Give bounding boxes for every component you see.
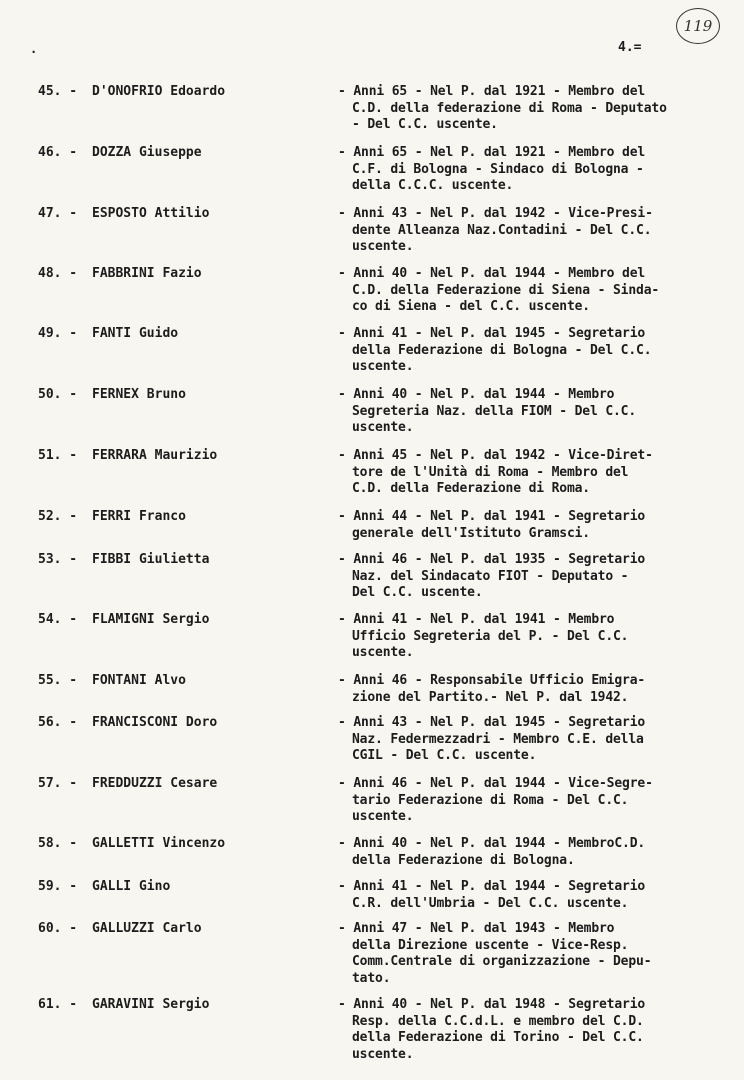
entry-description	[338, 552, 738, 602]
entry-number: 45. -	[38, 84, 78, 99]
entry-line: Resp. della C.C.d.L. e membro del C.D.	[352, 1013, 644, 1029]
entry-line: uscente.	[352, 359, 414, 374]
entry-description	[338, 879, 738, 912]
entry-name: FABBRINI Fazio	[92, 266, 202, 281]
entry-line: tato.	[352, 970, 391, 986]
entry-number: 52. -	[38, 509, 78, 524]
entry-line: Ufficio Segreteria del P. - Del C.C.	[352, 628, 629, 644]
entry-line: uscente.	[352, 239, 414, 254]
entry-number: 61. -	[38, 997, 78, 1012]
entry-line: - Anni 46 - Nel P. dal 1935 - Segretario	[338, 552, 646, 567]
entry-line: - Anni 40 - Nel P. dal 1948 - Segretario	[338, 997, 646, 1012]
entry-line: zione del Partito.- Nel P. dal 1942.	[352, 689, 629, 705]
entry-line: - Anni 47 - Nel P. dal 1943 - Membro	[338, 921, 615, 936]
entry-line: - Anni 43 - Nel P. dal 1945 - Segretario	[338, 715, 646, 730]
entry-number: 47. -	[38, 206, 78, 221]
entry-line: generale dell'Istituto Gramsci.	[352, 525, 590, 541]
entry-line: - Anni 65 - Nel P. dal 1921 - Membro del	[338, 84, 646, 99]
entry-line: - Anni 45 - Nel P. dal 1942 - Vice-Diret-	[338, 448, 653, 463]
entry-name: FONTANI Alvo	[92, 673, 186, 688]
entry-line: - Anni 41 - Nel P. dal 1941 - Membro	[338, 612, 615, 627]
entry-description	[338, 266, 738, 316]
entry-description	[338, 612, 738, 662]
entry-line: tore de l'Unità di Roma - Membro del	[352, 464, 629, 480]
entry-number: 57. -	[38, 776, 78, 791]
entry-line: Del C.C. uscente.	[352, 585, 483, 600]
page-number: 4.=	[618, 40, 642, 55]
entry-description	[338, 715, 738, 765]
entry-line: C.F. di Bologna - Sindaco di Bologna -	[352, 161, 644, 177]
margin-mark: .	[30, 42, 38, 56]
entry-name: FIBBI Giulietta	[92, 552, 210, 567]
entry-line: - Anni 41 - Nel P. dal 1944 - Segretario	[338, 879, 646, 894]
entry-line: C.D. della Federazione di Roma.	[352, 481, 590, 496]
entry-number: 58. -	[38, 836, 78, 851]
entry-description	[338, 921, 738, 987]
entry-description	[338, 776, 738, 826]
entry-number: 60. -	[38, 921, 78, 936]
entry-line: della Direzione uscente - Vice-Resp.	[352, 937, 629, 953]
entry-name: D'ONOFRIO Edoardo	[92, 84, 226, 99]
entry-number: 50. -	[38, 387, 78, 402]
entry-line: Segreteria Naz. della FIOM - Del C.C.	[352, 403, 637, 419]
entry-line: - Anni 41 - Nel P. dal 1945 - Segretario	[338, 326, 646, 341]
entry-description	[338, 673, 738, 706]
entry-line: - Anni 40 - Nel P. dal 1944 - Membro	[338, 387, 615, 402]
entry-name: GALLETTI Vincenzo	[92, 836, 226, 851]
entry-name: FERNEX Bruno	[92, 387, 186, 402]
entry-name: DOZZA Giuseppe	[92, 145, 202, 160]
entry-number: 46. -	[38, 145, 78, 160]
entry-number: 56. -	[38, 715, 78, 730]
entry-line: C.D. della Federazione di Siena - Sinda-	[352, 282, 660, 298]
entry-line: CGIL - Del C.C. uscente.	[352, 748, 537, 763]
entry-line: - Anni 40 - Nel P. dal 1944 - Membro del	[338, 266, 646, 281]
entry-name: FREDDUZZI Cesare	[92, 776, 218, 791]
entry-number: 59. -	[38, 879, 78, 894]
entry-name: FERRARA Maurizio	[92, 448, 218, 463]
entry-name: GALLI Gino	[92, 879, 171, 894]
page-stamp: 119	[676, 8, 720, 44]
entry-name: FANTI Guido	[92, 326, 179, 341]
entry-line: - Anni 46 - Responsabile Ufficio Emigra-	[338, 673, 646, 688]
entry-description	[338, 509, 738, 542]
entry-line: dente Alleanza Naz.Contadini - Del C.C.	[352, 222, 652, 238]
entry-name: FLAMIGNI Sergio	[92, 612, 210, 627]
entry-line: uscente.	[352, 809, 414, 824]
entry-number: 53. -	[38, 552, 78, 567]
entry-line: - Anni 44 - Nel P. dal 1941 - Segretario	[338, 509, 646, 524]
entry-description	[338, 84, 738, 134]
entry-line: Naz. Federmezzadri - Membro C.E. della	[352, 731, 644, 747]
entry-line: - Anni 46 - Nel P. dal 1944 - Vice-Segre-	[338, 776, 653, 791]
entry-line: uscente.	[352, 645, 414, 660]
entry-name: GALLUZZI Carlo	[92, 921, 202, 936]
entry-line: C.R. dell'Umbria - Del C.C. uscente.	[352, 895, 629, 911]
entry-line: - Del C.C. uscente.	[352, 117, 498, 132]
entry-number: 49. -	[38, 326, 78, 341]
entry-line: Naz. del Sindacato FIOT - Deputato -	[352, 568, 629, 584]
entry-name: ESPOSTO Attilio	[92, 206, 210, 221]
entry-line: della Federazione di Torino - Del C.C.	[352, 1030, 644, 1045]
entry-line: - Anni 40 - Nel P. dal 1944 - MembroC.D.	[338, 836, 646, 851]
entry-name: GARAVINI Sergio	[92, 997, 210, 1012]
entry-line: co di Siena - del C.C. uscente.	[352, 299, 590, 314]
entry-line: della C.C.C. uscente.	[352, 178, 514, 193]
entry-line: uscente.	[352, 1046, 414, 1062]
entry-number: 48. -	[38, 266, 78, 281]
entry-line: tario Federazione di Roma - Del C.C.	[352, 792, 629, 808]
entry-description	[338, 387, 738, 437]
entry-line: uscente.	[352, 420, 414, 435]
entry-number: 51. -	[38, 448, 78, 463]
entry-description	[338, 326, 738, 376]
entry-description	[338, 997, 738, 1063]
entry-description	[338, 448, 738, 498]
entry-line: - Anni 65 - Nel P. dal 1921 - Membro del	[338, 145, 646, 160]
entry-number: 55. -	[38, 673, 78, 688]
entry-line: della Federazione di Bologna - Del C.C.	[352, 342, 652, 358]
entry-line: Comm.Centrale di organizzazione - Depu-	[352, 954, 652, 969]
entry-description	[338, 145, 738, 195]
entry-line: C.D. della federazione di Roma - Deputato	[352, 100, 667, 116]
entry-line: - Anni 43 - Nel P. dal 1942 - Vice-Presi-	[338, 206, 653, 221]
entry-line: della Federazione di Bologna.	[352, 852, 575, 868]
entry-name: FERRI Franco	[92, 509, 186, 524]
entry-name: FRANCISCONI Doro	[92, 715, 218, 730]
entry-description	[338, 206, 738, 256]
entry-number: 54. -	[38, 612, 78, 627]
entry-description	[338, 836, 738, 869]
